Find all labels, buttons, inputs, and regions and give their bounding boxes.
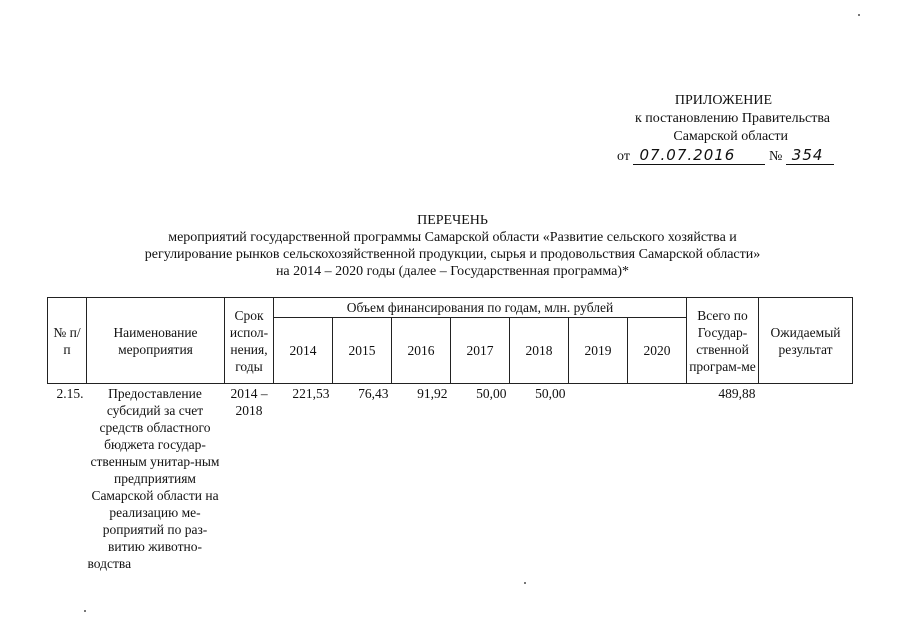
row-value-2015: 76,43 [333, 384, 392, 573]
header-year: 2020 [628, 318, 687, 384]
header-term: Срок испол-нения, годы [225, 298, 274, 384]
heading-line-1: мероприятий государственной программы Самарской области «Развитие сельского хозяйства и [168, 230, 737, 245]
header-year: 2018 [510, 318, 569, 384]
row-value-2018: 50,00 [510, 384, 569, 573]
handwritten-number: 354 [786, 146, 834, 165]
scan-speck [84, 610, 86, 612]
document-heading [100, 212, 805, 280]
header-no: № п/п [48, 298, 87, 384]
table-row [48, 384, 853, 573]
header-year: 2014 [274, 318, 333, 384]
row-total: 489,88 [687, 384, 759, 573]
row-term: 2014 – 2018 [225, 384, 274, 573]
row-name: Предоставление субсидий за счет средств областного бюджета государ-ственным унитар-ным предприятиям Самарской области на реализацию ме-роприятий по раз-витию животно-водства [87, 384, 225, 573]
header-result: Ожидаемый результат [759, 298, 853, 384]
heading-line-2: регулирование рынков сельскохозяйственной продукции, сырья и продовольствия Самарской области» [144, 247, 761, 262]
header-total: Всего по Государ-ственной програм-ме [687, 298, 759, 384]
header-year: 2019 [569, 318, 628, 384]
from-label: от [617, 149, 630, 164]
appendix-line-2: к постановлению Правительства [634, 111, 830, 126]
decree-reference [617, 146, 834, 166]
row-value-2016: 91,92 [392, 384, 451, 573]
measures-table [47, 297, 853, 572]
row-value-2020 [628, 384, 687, 573]
appendix-title: ПРИЛОЖЕНИЕ [674, 93, 772, 108]
number-label: № [768, 149, 783, 164]
handwritten-date: 07.07.2016 [633, 146, 765, 165]
row-result [759, 384, 853, 573]
header-year: 2015 [333, 318, 392, 384]
scan-speck [858, 14, 860, 16]
header-name: Наименование мероприятия [87, 298, 225, 384]
heading-title: ПЕРЕЧЕНЬ [417, 213, 488, 228]
heading-line-3: на 2014 – 2020 годы (далее – Государственная программа)* [275, 264, 630, 279]
header-year: 2017 [451, 318, 510, 384]
row-value-2019 [569, 384, 628, 573]
row-number: 2.15. [48, 384, 87, 573]
header-year: 2016 [392, 318, 451, 384]
appendix-line-3: Самарской области [673, 129, 788, 144]
row-value-2017: 50,00 [451, 384, 510, 573]
appendix-block [560, 92, 830, 146]
row-value-2014: 221,53 [274, 384, 333, 573]
scan-speck [524, 582, 526, 584]
header-financing: Объем финансирования по годам, млн. рублей [274, 298, 687, 318]
